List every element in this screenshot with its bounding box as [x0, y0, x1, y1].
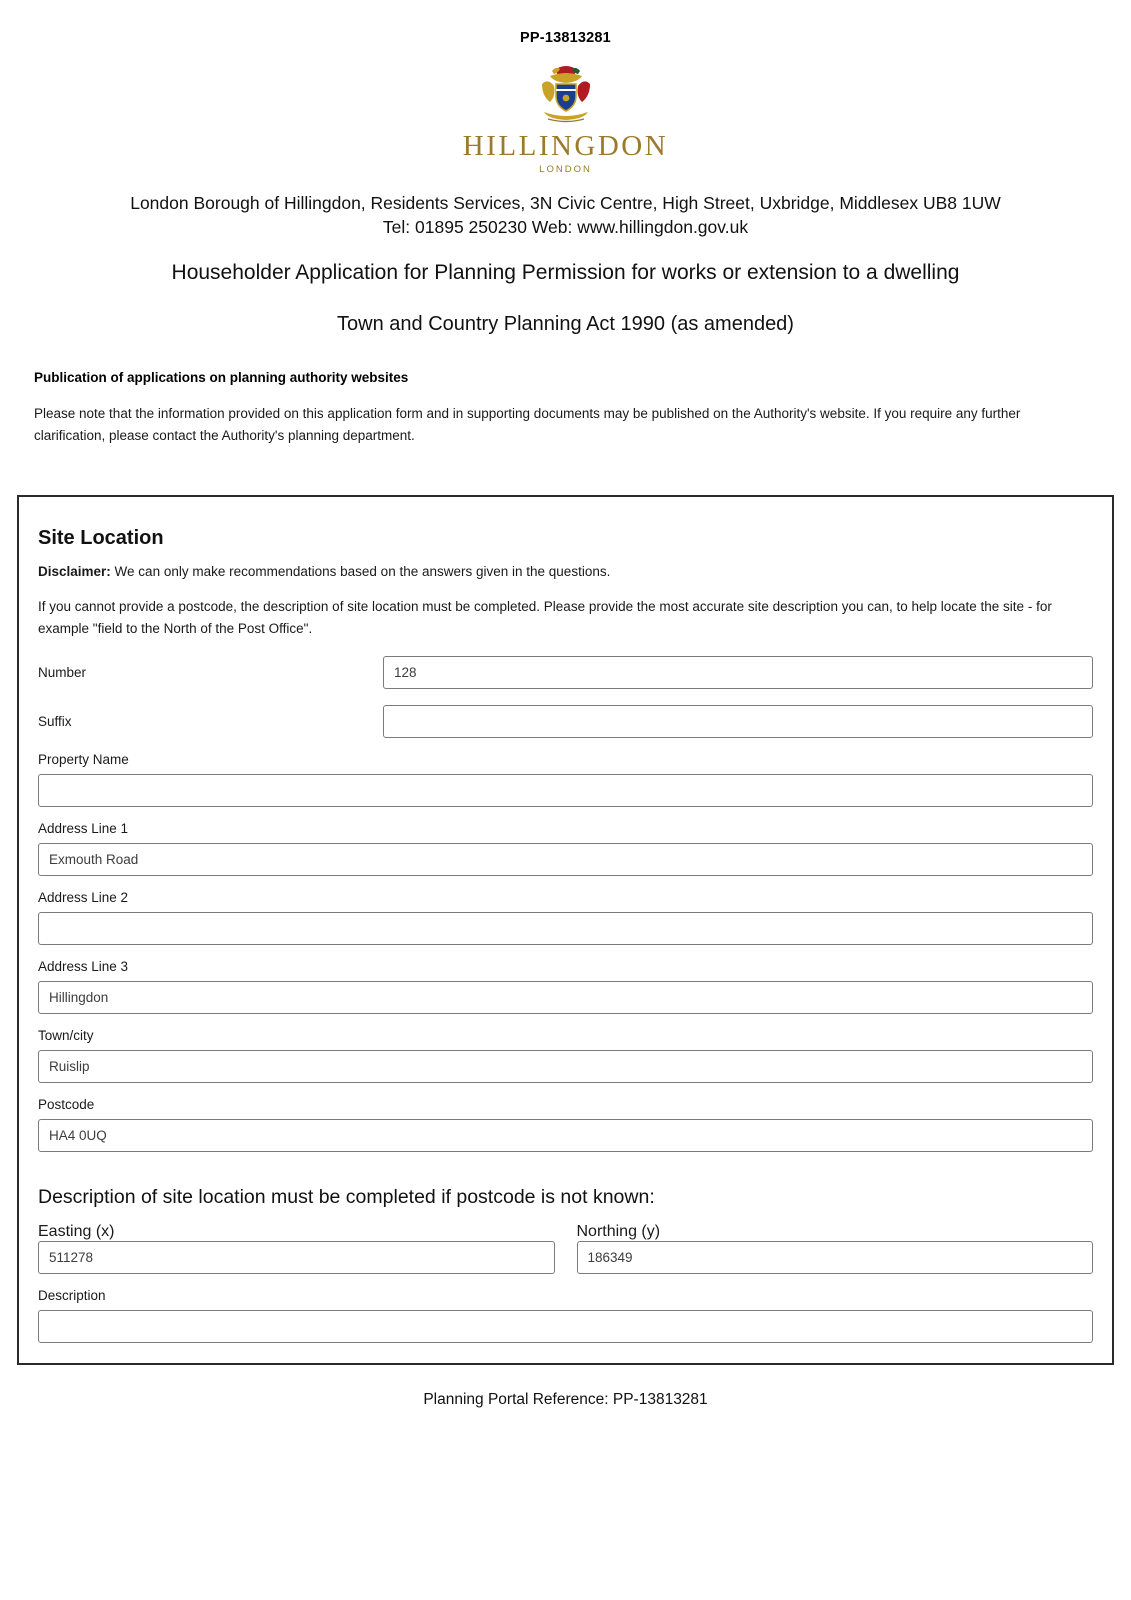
disclaimer-text: We can only make recommendations based on the answers given in the questions. — [110, 564, 611, 579]
address-line-1-label: Address Line 1 — [38, 820, 129, 836]
number-input[interactable] — [383, 656, 1093, 689]
authority-address-block — [0, 191, 1131, 239]
section-title: Site Location — [38, 527, 164, 549]
field-row-easting — [38, 1223, 555, 1274]
disclaimer-label: Disclaimer: — [38, 564, 111, 579]
site-location-note: If you cannot provide a postcode, the description of site location must be completed. Please provide the most accurate site description you can, to help locate the site - for example "field to the North of the Post Office". — [38, 599, 1052, 636]
northing-label: Northing (y) — [576, 1222, 661, 1240]
page-reference-top: PP-13813281 — [520, 30, 611, 46]
field-row-suffix — [38, 705, 1093, 738]
easting-input[interactable] — [38, 1241, 555, 1274]
field-row-number — [38, 656, 1093, 689]
publication-heading: Publication of applications on planning authority websites — [34, 370, 409, 386]
field-row-address-line-3 — [38, 959, 1093, 1014]
address-line-3-label: Address Line 3 — [38, 958, 129, 974]
coordinates-row — [38, 1223, 1093, 1274]
town-city-label: Town/city — [38, 1027, 94, 1043]
address-line-2-input[interactable] — [38, 912, 1093, 945]
easting-label: Easting (x) — [38, 1222, 115, 1240]
coat-of-arms-icon — [528, 64, 604, 126]
town-city-input[interactable] — [38, 1050, 1093, 1083]
description-input[interactable] — [38, 1310, 1093, 1343]
authority-contact: Tel: 01895 250230 Web: www.hillingdon.gov.uk — [382, 217, 749, 238]
property-name-input[interactable] — [38, 774, 1093, 807]
suffix-input[interactable] — [383, 705, 1093, 738]
suffix-label: Suffix — [38, 713, 72, 729]
site-location-section — [17, 495, 1114, 1363]
council-logo-subtext: LONDON — [539, 164, 592, 175]
field-row-postcode — [38, 1097, 1093, 1152]
disclaimer — [38, 564, 1093, 579]
field-row-property-name — [38, 752, 1093, 807]
publication-section — [34, 370, 1097, 447]
field-row-description — [38, 1288, 1093, 1343]
legislation-title: Town and Country Planning Act 1990 (as amended) — [337, 313, 794, 336]
authority-address: London Borough of Hillingdon, Residents Services, 3N Civic Centre, High Street, Uxbridge, Middlesex UB8 1UW — [130, 193, 1001, 213]
page-footer: Planning Portal Reference: PP-13813281 — [423, 1390, 708, 1408]
publication-body: Please note that the information provided on this application form and in supporting documents may be published on the Authority's website. If you require any further clarification, please contact the Authority's planning department. — [34, 406, 1021, 444]
council-logo-wordmark: HILLINGDON — [462, 130, 669, 162]
address-line-2-label: Address Line 2 — [38, 889, 129, 905]
number-label: Number — [38, 664, 87, 680]
description-subheading: Description of site location must be completed if postcode is not known: — [38, 1185, 655, 1208]
form-title: Householder Application for Planning Permission for works or extension to a dwelling — [171, 261, 960, 285]
field-row-address-line-2 — [38, 890, 1093, 945]
address-line-1-input[interactable] — [38, 843, 1093, 876]
postcode-label: Postcode — [38, 1096, 95, 1112]
description-label: Description — [38, 1287, 106, 1303]
address-line-3-input[interactable] — [38, 981, 1093, 1014]
council-logo — [0, 64, 1131, 175]
postcode-input[interactable] — [38, 1119, 1093, 1152]
northing-input[interactable] — [577, 1241, 1094, 1274]
field-row-address-line-1 — [38, 821, 1093, 876]
property-name-label: Property Name — [38, 751, 129, 767]
field-row-town-city — [38, 1028, 1093, 1083]
field-row-northing — [577, 1223, 1094, 1274]
